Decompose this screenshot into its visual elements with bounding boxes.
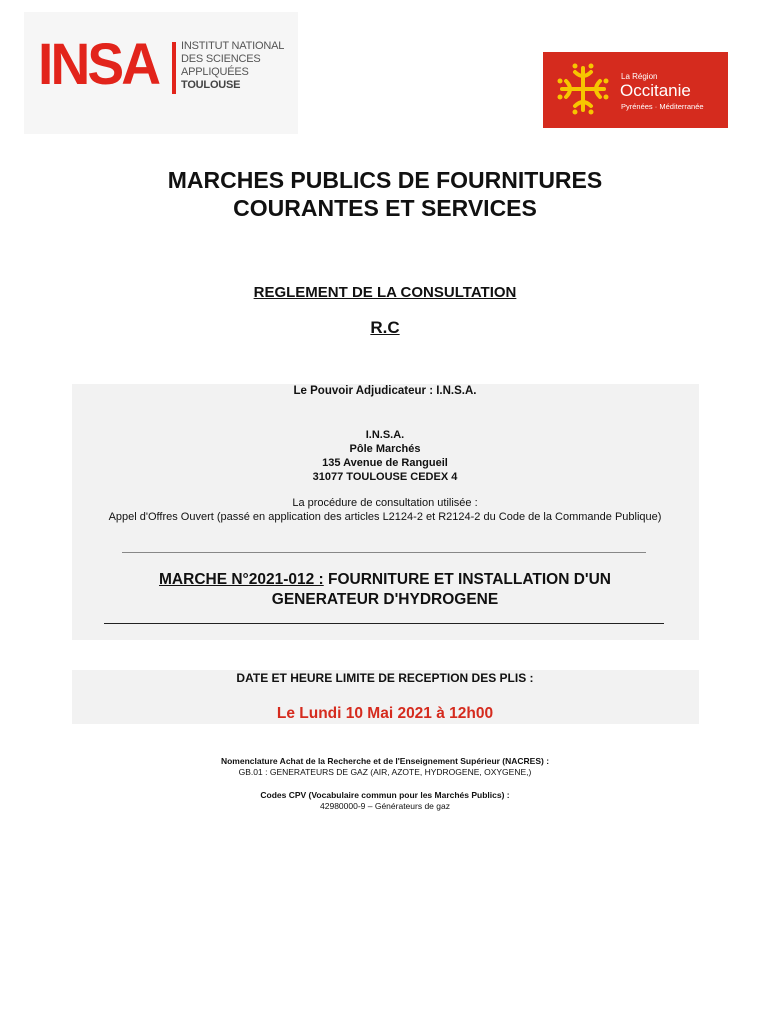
document-title-line: MARCHES PUBLICS DE FOURNITURES bbox=[167, 167, 603, 193]
insa-logo-line: APPLIQUÉES bbox=[181, 66, 249, 78]
marche-title-line2: GENERATEUR D'HYDROGENE bbox=[271, 591, 499, 608]
marche-number: MARCHE N°2021-012 : bbox=[159, 571, 324, 588]
occitanie-subtitle: Pyrénées · Méditerranée bbox=[621, 102, 704, 111]
occitanie-name: Occitanie bbox=[620, 81, 691, 100]
nacres-value: GB.01 : GENERATEURS DE GAZ (AIR, AZOTE, HYDROGENE, OXYGENE,) bbox=[238, 767, 532, 777]
document-title-line: COURANTES ET SERVICES bbox=[233, 195, 537, 221]
procedure-label: La procédure de consultation utilisée : bbox=[292, 497, 478, 509]
divider bbox=[122, 552, 646, 553]
deadline-date: Le Lundi 10 Mai 2021 à 12h00 bbox=[276, 705, 494, 722]
occitan-cross-icon bbox=[554, 60, 612, 118]
contracting-authority: Le Pouvoir Adjudicateur : I.N.S.A. bbox=[293, 385, 477, 397]
address-block bbox=[0, 428, 770, 484]
address-line: 135 Avenue de Rangueil bbox=[322, 457, 448, 469]
insa-logo-line: INSTITUT NATIONAL bbox=[181, 40, 285, 52]
cpv-block bbox=[0, 790, 770, 812]
insa-logo-city: TOULOUSE bbox=[181, 79, 241, 91]
nacres-block bbox=[0, 756, 770, 778]
marche-title-text: FOURNITURE ET INSTALLATION D'UN bbox=[323, 571, 611, 588]
rc-heading: R.C bbox=[370, 318, 400, 337]
deadline-label: DATE ET HEURE LIMITE DE RECEPTION DES PLIS : bbox=[236, 671, 534, 685]
procedure-text bbox=[82, 496, 688, 524]
divider bbox=[104, 623, 664, 624]
document-title bbox=[0, 166, 770, 222]
cpv-value: 42980000-9 – Générateurs de gaz bbox=[320, 801, 450, 811]
address-line: I.N.S.A. bbox=[365, 429, 405, 441]
insa-logo-separator bbox=[172, 42, 176, 94]
occitanie-region-label: La Région bbox=[621, 72, 658, 81]
insa-logo-mark: INSA bbox=[38, 32, 159, 97]
address-line: 31077 TOULOUSE CEDEX 4 bbox=[312, 471, 458, 483]
insa-logo-text bbox=[181, 40, 284, 92]
nacres-label: Nomenclature Achat de la Recherche et de l'Enseignement Supérieur (NACRES) : bbox=[220, 756, 550, 766]
address-line: Pôle Marchés bbox=[349, 443, 421, 455]
marche-title bbox=[92, 570, 678, 610]
insa-logo-line: DES SCIENCES bbox=[181, 53, 261, 65]
procedure-value: Appel d'Offres Ouvert (passé en application des articles L2124-2 et R2124-2 du Code de la Commande Publique) bbox=[108, 511, 662, 523]
reglement-heading: REGLEMENT DE LA CONSULTATION bbox=[253, 284, 517, 301]
cpv-label: Codes CPV (Vocabulaire commun pour les Marchés Publics) : bbox=[260, 790, 510, 800]
